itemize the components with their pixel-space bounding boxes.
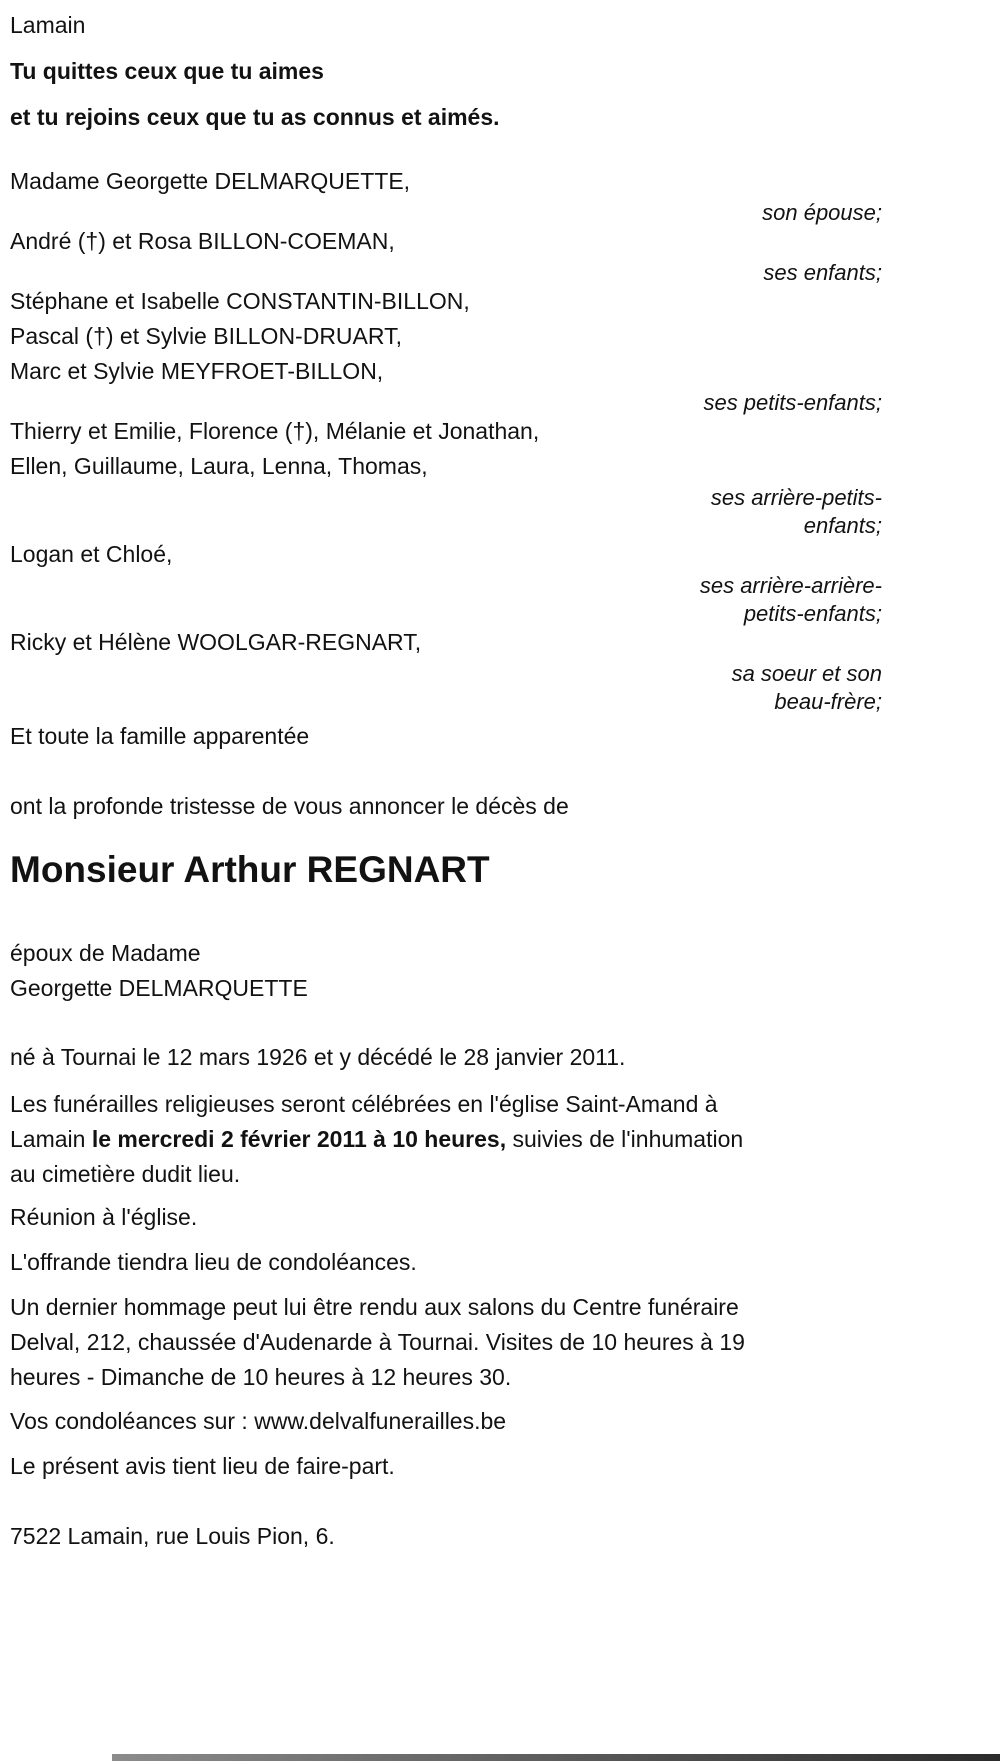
family-names: André (†) et Rosa BILLON-COEMAN, [10,228,395,254]
relation-label: ses enfants; [763,260,882,285]
relation-label: ses arrière-petits- [710,485,882,510]
relation-label: son épouse; [762,200,882,225]
relation-label: beau-frère; [774,689,882,714]
condolences-line [10,1404,882,1439]
epigraph-line-1: Tu quittes ceux que tu aimes [10,58,324,84]
epigraph [10,48,882,140]
family-group-sister [10,625,882,716]
ceremony-paragraph [10,1087,882,1192]
place-name: Lamain [10,12,86,38]
family-closing: Et toute la famille apparentée [10,723,310,749]
faire-part-notice: Le présent avis tient lieu de faire-part. [10,1453,395,1479]
spouse-block [10,936,882,1006]
family-names: Logan et Chloé, [10,541,173,567]
ceremony-line-1: Les funérailles religieuses seront célébrées en l'église Saint-Amand à [10,1091,718,1117]
ceremony-line-2 [10,1122,882,1157]
spouse-line-2: Georgette DELMARQUETTE [10,975,308,1001]
relation-label: ses arrière-arrière- [699,573,882,598]
scan-edge-strip [112,1754,1000,1761]
family-group-great-great-grandchildren [10,537,882,628]
relation-label: ses petits-enfants; [703,390,882,415]
relation-label: petits-enfants; [743,601,882,626]
epigraph-line-2: et tu rejoins ceux que tu as connus et aimés. [10,104,500,130]
footer-address: 7522 Lamain, rue Louis Pion, 6. [10,1523,335,1549]
ceremony-line-2-post: suivies de l'inhumation [506,1126,744,1152]
family-names: Ricky et Hélène WOOLGAR-REGNART, [10,629,422,655]
family-names: Thierry et Emilie, Florence (†), Mélanie et Jonathan, [10,418,540,444]
ceremony-line-2-pre: Lamain [10,1126,92,1152]
visitation-paragraph [10,1290,882,1395]
family-list [10,164,882,716]
reunion-note: Réunion à l'église. [10,1204,198,1230]
announcement-intro: ont la profonde tristesse de vous annoncer le décès de [10,793,569,819]
condolences-url: www.delvalfunerailles.be [254,1408,507,1434]
family-group-children [10,224,882,287]
family-names: Madame Georgette DELMARQUETTE, [10,168,411,194]
family-group-grandchildren [10,284,882,417]
life-dates: né à Tournai le 12 mars 1926 et y décédé le 28 janvier 2011. [10,1044,626,1070]
visitation-line-2: Delval, 212, chaussée d'Audenarde à Tournai. Visites de 10 heures à 19 [10,1329,745,1355]
family-group-great-grandchildren [10,414,882,540]
visitation-line-1: Un dernier hommage peut lui être rendu aux salons du Centre funéraire [10,1294,739,1320]
condolences-label: Vos condoléances sur : [10,1408,255,1434]
visitation-line-3: heures - Dimanche de 10 heures à 12 heures 30. [10,1364,512,1390]
family-names: Stéphane et Isabelle CONSTANTIN-BILLON, [10,288,470,314]
family-names: Marc et Sylvie MEYFROET-BILLON, [10,358,384,384]
deceased-name: Monsieur Arthur REGNART [10,849,490,890]
family-group-spouse [10,164,882,227]
ceremony-date-bold: le mercredi 2 février 2011 à 10 heures, [91,1126,507,1152]
family-names: Pascal (†) et Sylvie BILLON-DRUART, [10,323,402,349]
spouse-line-1: époux de Madame [10,940,201,966]
offrande-note: L'offrande tiendra lieu de condoléances. [10,1249,417,1275]
relation-label: sa soeur et son [731,661,882,686]
relation-label: enfants; [803,513,882,538]
family-names: Ellen, Guillaume, Laura, Lenna, Thomas, [10,453,428,479]
ceremony-line-3: au cimetière dudit lieu. [10,1161,241,1187]
